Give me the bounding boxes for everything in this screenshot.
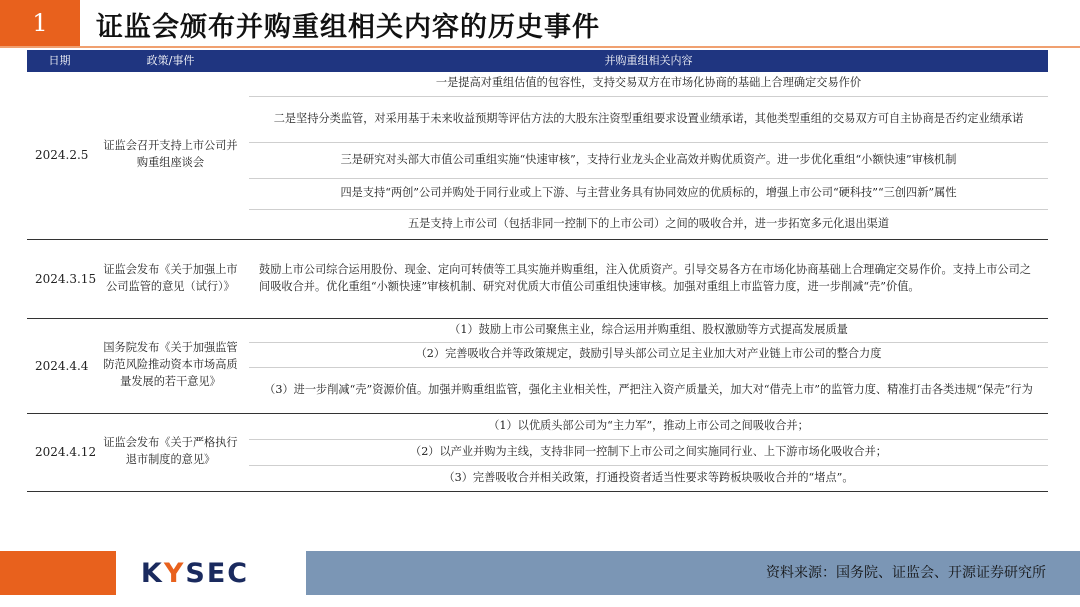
content-item: 四是支持“两创”公司并购处于同行业或上下游、与主营业务具有协同效应的优质标的，增强上市公司“硬科技”“三创四新”属性 [249,178,1048,209]
policy-events-table [27,50,1048,492]
logo-letter-y: Y [163,557,186,589]
table-row [27,72,1048,96]
event-date: 2024.2.5 [27,72,92,239]
event-name: 证监会发布《关于加强上市公司监管的意见（试行）》 [92,239,249,318]
kysec-logo [116,551,274,595]
event-date: 2024.4.4 [27,318,92,413]
section-number-badge: 1 [0,0,80,46]
content-item: （1）鼓励上市公司聚焦主业，综合运用并购重组、股权激励等方式提高发展质量 [249,318,1048,342]
event-name: 证监会召开支持上市公司并购重组座谈会 [92,72,249,239]
content-item: （3）进一步削减“壳”资源价值。加强并购重组监管，强化主业相关性，严把注入资产质量关，加大对“借壳上市”的监管力度、精准打击各类违规“保壳”行为 [249,367,1048,413]
source-note: 资料来源：国务院、证监会、开源证券研究所 [766,565,1046,581]
column-header-event: 政策/事件 [92,50,249,72]
event-date: 2024.3.15 [27,239,92,318]
table-header-row [27,50,1048,72]
page-title: 证监会颁布并购重组相关内容的历史事件 [96,11,600,43]
table-row [27,413,1048,439]
table-row [27,318,1048,342]
header-divider [0,46,1080,48]
event-date: 2024.4.12 [27,413,92,491]
event-name: 国务院发布《关于加强监管防范风险推动资本市场高质量发展的若干意见》 [92,318,249,413]
column-header-content: 并购重组相关内容 [249,50,1048,72]
content-item: （2）以产业并购为主线，支持非同一控制下上市公司之间实施同行业、上下游市场化吸收合并； [249,439,1048,465]
content-item: （2）完善吸收合并等政策规定，鼓励引导头部公司立足主业加大对产业链上市公司的整合力度 [249,342,1048,367]
column-header-date: 日期 [27,50,92,72]
content-item: 五是支持上市公司（包括非同一控制下的上市公司）之间的吸收合并，进一步拓宽多元化退出渠道 [249,209,1048,239]
content-item: 鼓励上市公司综合运用股份、现金、定向可转债等工具实施并购重组，注入优质资产。引导交易各方在市场化协商基础上合理确定交易作价。支持上市公司之间吸收合并。优化重组“小额快速”审核机制、研究对优质大市值公司重组快速审核。加强对重组上市监管力度，进一步削减“壳”价值。 [249,239,1048,318]
logo-letter-k: K [140,557,164,589]
logo-letters-sec: SEC [185,557,250,589]
content-item: 三是研究对头部大市值公司重组实施“快速审核”，支持行业龙头企业高效并购优质资产。进一步优化重组“小额快速”审核机制 [249,142,1048,178]
content-item: （3）完善吸收合并相关政策，打通投资者适当性要求等跨板块吸收合并的“堵点”。 [249,465,1048,491]
content-item: 一是提高对重组估值的包容性，支持交易双方在市场化协商的基础上合理确定交易作价 [249,72,1048,96]
content-item: （1）以优质头部公司为“主力军”，推动上市公司之间吸收合并； [249,413,1048,439]
footer-accent-bar [0,551,116,595]
table-row [27,239,1048,318]
event-name: 证监会发布《关于严格执行退市制度的意见》 [92,413,249,491]
content-item: 二是坚持分类监管，对采用基于未来收益预期等评估方法的大股东注资型重组要求设置业绩承诺，其他类型重组的交易双方可自主协商是否约定业绩承诺 [249,96,1048,142]
